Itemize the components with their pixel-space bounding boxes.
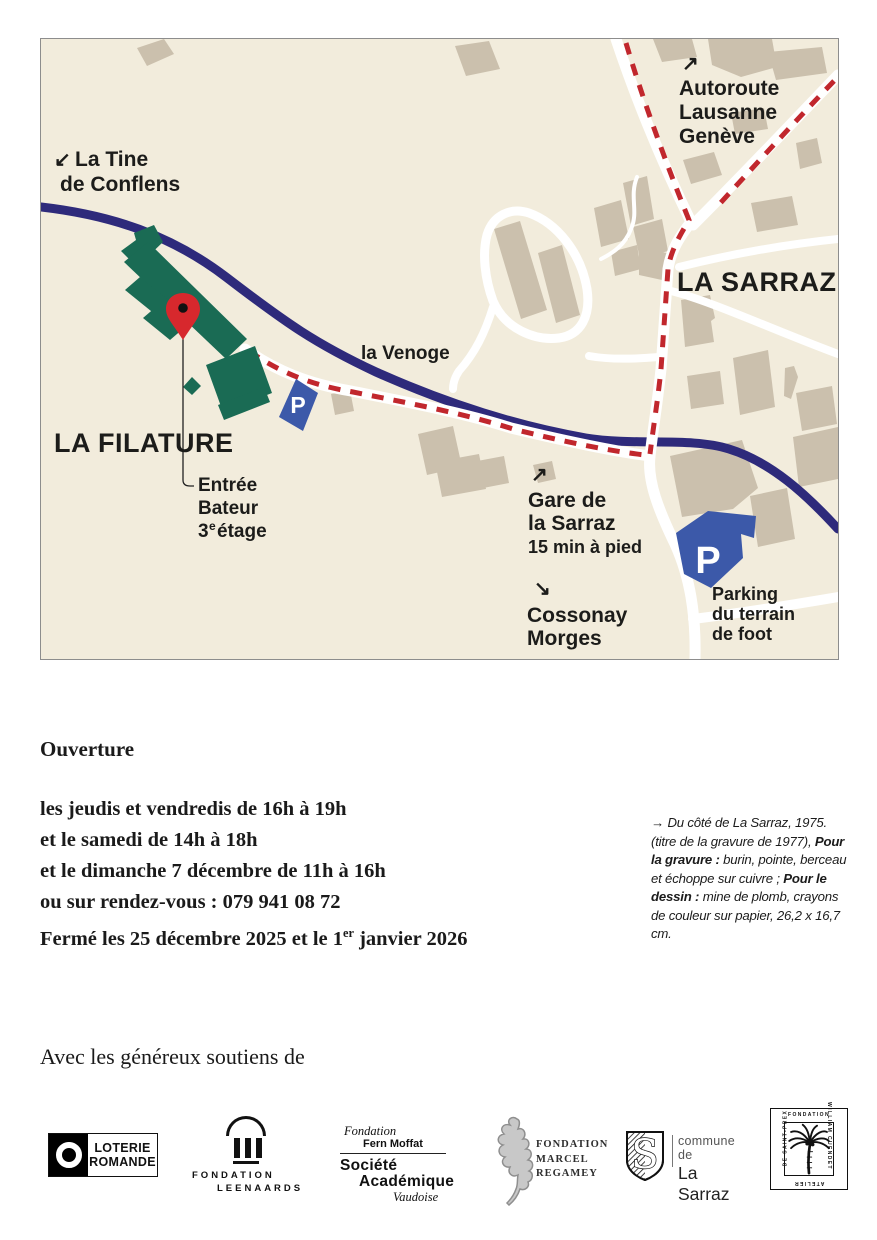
sarraz-initial: S	[631, 1132, 659, 1178]
label-la-tine-1: La Tine	[75, 148, 149, 171]
loterie-target-icon	[49, 1134, 88, 1176]
cuendet-left-text: DE SAINT-PREX	[782, 1109, 789, 1167]
regamey-line2: MARCEL	[536, 1153, 589, 1165]
fondation-leenaards-logo	[190, 1116, 308, 1194]
label-gare-1: Gare de	[528, 489, 607, 512]
commune-la-sarraz-logo	[625, 1130, 753, 1204]
label-autoroute-2: Lausanne	[679, 101, 778, 124]
leenaards-line1: FONDATION	[192, 1170, 275, 1181]
sarraz-line2: La Sarraz	[678, 1163, 730, 1204]
hours-line-5: Fermé les 25 décembre 2025 et le 1er janvier 2026	[40, 926, 468, 950]
location-map	[40, 38, 839, 660]
loterie-line2: ROMANDE	[89, 1155, 156, 1169]
label-entree-1: Entrée	[198, 475, 258, 496]
hours-title: Ouverture	[40, 737, 135, 761]
hours-line-3: et le dimanche 7 décembre de 11h à 16h	[40, 860, 386, 882]
autoroute-arrow-icon: ↗	[682, 53, 699, 75]
sarraz-shield-icon	[625, 1130, 665, 1182]
societe-rule	[340, 1153, 446, 1154]
label-parking-foot-2: du terrain	[712, 604, 796, 624]
societe-line1: Fondation	[344, 1124, 397, 1138]
opening-hours	[40, 794, 467, 955]
hours-line-4: ou sur rendez-vous : 079 941 08 72	[40, 891, 341, 913]
societe-line4: Académique	[359, 1173, 455, 1190]
leenaards-columns-icon	[234, 1138, 308, 1158]
regamey-leaf-icon	[494, 1116, 534, 1208]
hours-line-2: et le samedi de 14h à 18h	[40, 829, 258, 851]
label-cossonay-2: Morges	[527, 627, 602, 650]
cuendet-inner-frame	[784, 1122, 834, 1176]
fondation-regamey-logo	[494, 1116, 609, 1208]
parking-p1-label: P	[290, 392, 306, 418]
superscript-er: er	[343, 926, 354, 940]
fondation-cuendet-logo	[770, 1102, 848, 1190]
label-la-tine-2: de Conflens	[60, 173, 181, 196]
label-la-filature: LA FILATURE	[54, 428, 234, 458]
sarraz-line1: commune de	[678, 1134, 735, 1162]
societe-line3: Société	[340, 1157, 398, 1174]
label-autoroute-3: Genève	[679, 125, 755, 148]
label-gare-3: 15 min à pied	[528, 537, 643, 557]
cossonay-arrow-icon: ↘	[534, 578, 551, 600]
regamey-line1: FONDATION	[536, 1139, 609, 1150]
loterie-romande-logo	[48, 1133, 158, 1177]
label-entree-3sup: e	[209, 519, 216, 533]
regamey-line3: REGAMEY	[536, 1168, 598, 1179]
label-parking-foot-1: Parking	[712, 584, 779, 604]
leenaards-line2: LEENAARDS	[217, 1183, 304, 1194]
cuendet-top-text: FONDATION	[788, 1112, 830, 1118]
label-cossonay-1: Cossonay	[527, 604, 628, 627]
label-entree-3rest: étage	[217, 521, 267, 542]
leenaards-arch-icon	[226, 1116, 266, 1136]
label-la-sarraz: LA SARRAZ	[677, 267, 837, 297]
parking-p2-label: P	[695, 540, 721, 582]
palm-tree-icon	[785, 1123, 833, 1175]
societe-line2: Fern Moffat	[363, 1138, 423, 1150]
societe-academique-logo	[340, 1124, 455, 1205]
cuendet-bottom-text: ATELIER	[793, 1180, 825, 1186]
label-parking-foot-3: de foot	[712, 624, 772, 644]
label-gare-2: la Sarraz	[528, 512, 616, 535]
loterie-line1: LOTERIE	[94, 1141, 151, 1155]
gare-arrow-icon: ↗	[531, 464, 548, 486]
label-autoroute-1: Autoroute	[679, 77, 780, 100]
la-tine-arrow-icon: ↙	[54, 149, 71, 171]
leenaards-base-icon	[233, 1161, 259, 1164]
sarraz-separator	[672, 1135, 673, 1167]
societe-line5: Vaudoise	[393, 1190, 439, 1204]
label-entree-2: Bateur	[198, 498, 259, 519]
cuendet-right-text: WILLIAM CUENDET	[826, 1102, 833, 1170]
hours-line-1: les jeudis et vendredis de 16h à 19h	[40, 798, 347, 820]
artwork-caption: → Du côté de La Sarraz, 1975. (titre de la gravure de 1977), Pour la gravure : burin, pointe, berceau et échoppe sur cuivre ; Pour le dessin : mine de plomb, crayons de couleur sur papier, 26,2 x 16,7 cm.	[651, 815, 847, 941]
label-la-venoge: la Venoge	[361, 343, 450, 364]
sponsors-intro: Avec les généreux soutiens de	[40, 1044, 305, 1069]
label-entree-3num: 3	[198, 521, 209, 542]
